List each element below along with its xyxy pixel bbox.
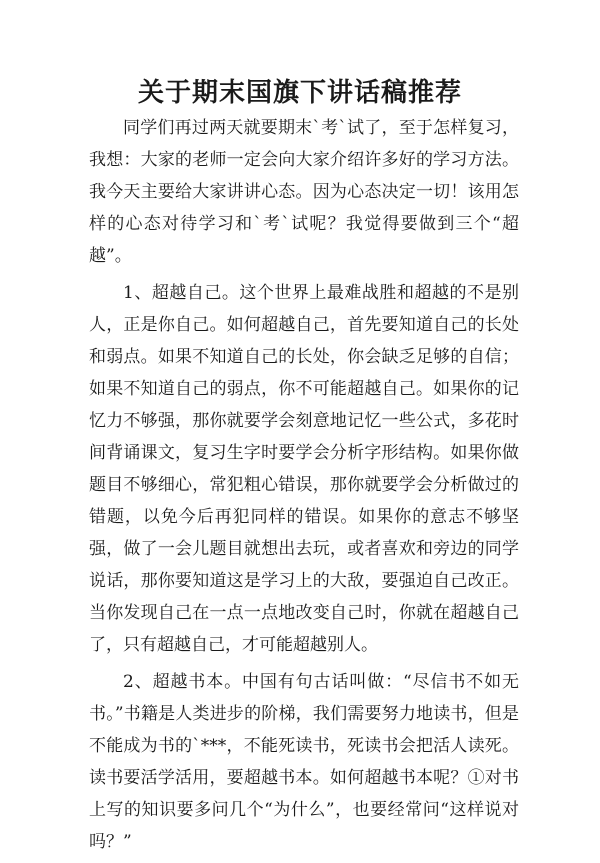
paragraph-surpass-self: 1、超越自己。这个世界上最难战胜和超越的不是别人，正是你自己。如何超越自己，首先要知道自己的长处和弱点。如果不知道自己的长处，你会缺乏足够的自信；如果不知道自己的弱点，你不可能超越自己。如果你的记忆力不够强，那你就要学会刻意地记忆一些公式，多花时间背诵课文，复习生字时要学会分析字形结构。如果你做题目不够细心，常犯粗心错误，那你就要学会分析做过的错题，以免今后再犯同样的错误。如果你的意志不够坚强，做了一会儿题目就想出去玩，或者喜欢和旁边的同学说话，那你要知道这是学习上的大敌，要强迫自己改正。当你发现自己在一点一点地改变自己时，你就在超越自己了，只有超越自己，才可能超越别人。 [89,283,519,655]
document-title: 关于期末国旗下讲话稿推荐 [137,78,462,108]
paragraph-surpass-books: 2、超越书本。中国有句古话叫做：“尽信书不如无书。”书籍是人类进步的阶梯，我们需要努力地读书，但是不能成为书的`***，不能死读书，死读书会把活人读死。读书要活学活用，要超越书本。如何超越书本呢？①对书上写的知识要多问几个“为什么”，也要经常问“这样说对吗？” [89,672,519,852]
paragraph-intro: 同学们再过两天就要期末`考`试了，至于怎样复习，我想：大家的老师一定会向大家介绍许多好的学习方法。我今天主要给大家讲讲心态。因为心态决定一切！该用怎样的心态对待学习和`考`试呢？我觉得要做到三个“超越”。 [89,118,519,266]
document-body [89,112,519,863]
